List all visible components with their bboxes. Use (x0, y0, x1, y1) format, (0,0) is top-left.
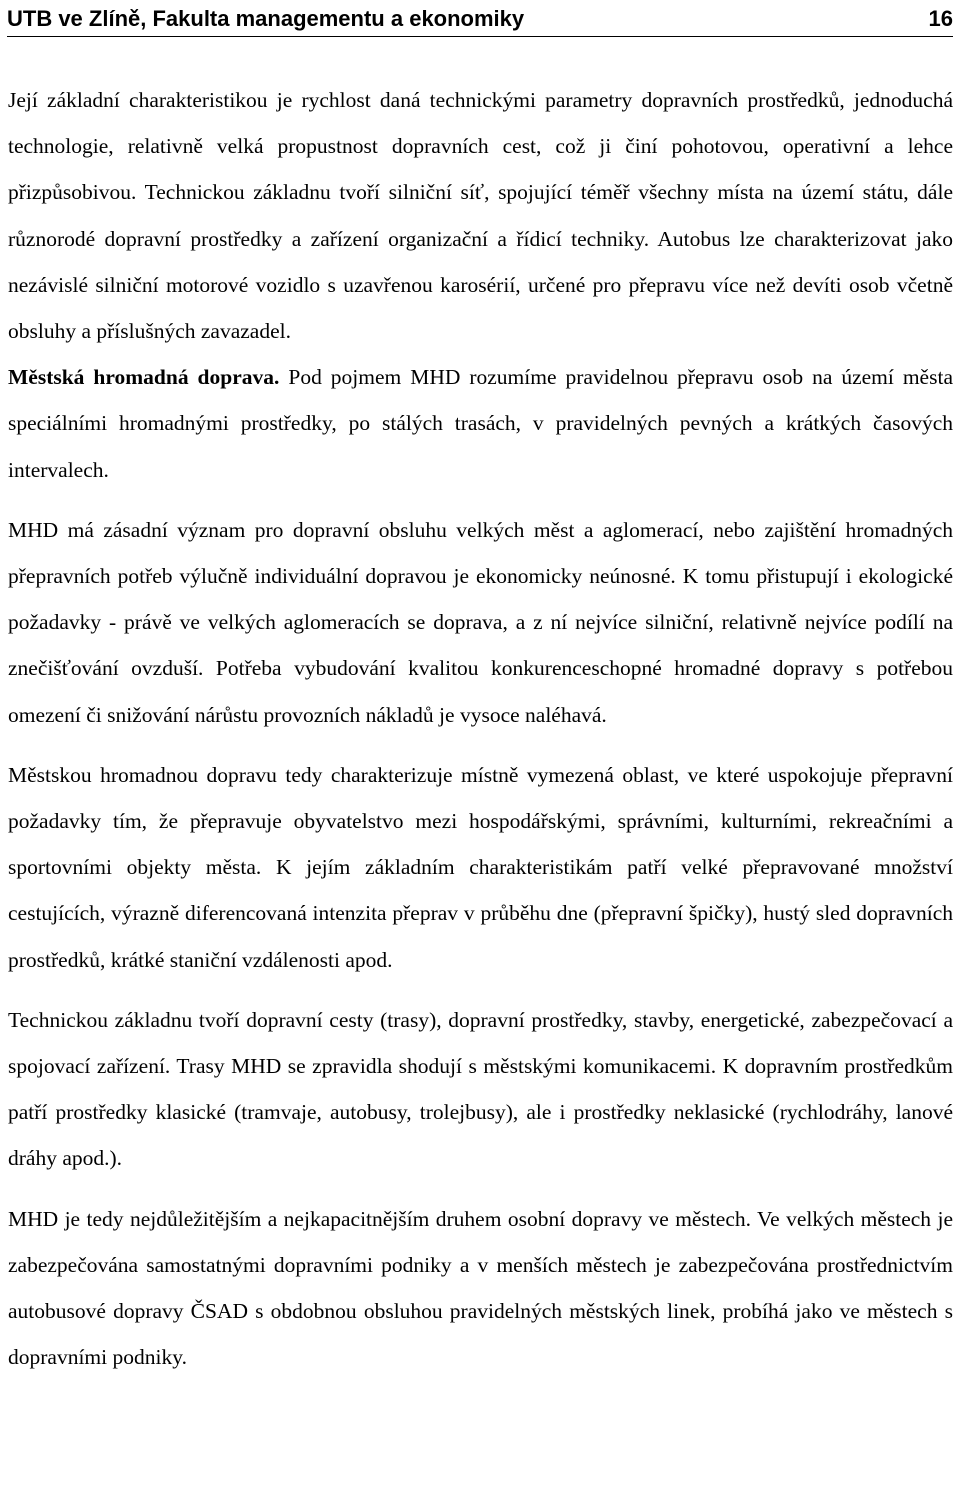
paragraph-4: Městskou hromadnou dopravu tedy charakterizuje místně vymezená oblast, ve které uspokojuje přepravní požadavky tím, že přepravuje obyvatelstvo mezi hospodářskými, správními, kulturními, rekreačními a sportovními objekty města. K jejím základním charakteristikám patří velké přepravované množství cestujících, výrazně diferencovaná intenzita přeprav v průběhu dne (přepravní špičky), hustý sled dopravních prostředků, krátké staniční vzdálenosti apod. (8, 762, 953, 972)
paragraph-2-text: Pod pojmem MHD rozumíme pravidelnou přepravu osob na území města speciálními hromadnými prostředky, po stálých trasách, v pravidelných pevných a krátkých časových intervalech. (8, 365, 953, 482)
header-title: UTB ve Zlíně, Fakulta managementu a ekonomiky (7, 6, 525, 31)
paragraph-5: Technickou základnu tvoří dopravní cesty (trasy), dopravní prostředky, stavby, energetické, zabezpečovací a spojovací zařízení. Trasy MHD se zpravidla shodují s městskými komunikacemi. K dopravním prostředkům patří prostředky klasické (tramvaje, autobusy, trolejbusy), ale i prostředky neklasické (rychlodráhy, lanové dráhy apod.). (8, 1007, 953, 1171)
paragraph-1: Její základní charakteristikou je rychlost daná technickými parametry dopravních prostředků, jednoduchá technologie, relativně velká propustnost dopravních cest, což ji činí pohotovou, operativní a lehce přizpůsobivou. Technickou základnu tvoří silniční síť, spojující téměř všechny místa na území státu, dále různorodé dopravní prostředky a zařízení organizační a řídicí techniky. Autobus lze charakterizovat jako nezávislé silniční motorové vozidlo s uzavřenou karosérií, určené pro přepravu více než devíti osob včetně obsluhy a příslušných zavazadel. (8, 88, 953, 344)
paragraph-6: MHD je tedy nejdůležitějším a nejkapacitnějším druhem osobní dopravy ve městech. Ve velkých městech je zabezpečována samostatnými dopravními podniky a v menších městech je zabezpečována prostřednictvím autobusové dopravy ČSAD s obdobnou obsluhou pravidelných městských linek, probíhá jako ve městech s dopravními podniky. (8, 1206, 953, 1370)
header-divider (7, 36, 953, 37)
page-number: 16 (928, 6, 953, 31)
section-heading: Městská hromadná doprava. (8, 365, 280, 390)
document-body (8, 77, 953, 1380)
page-header (7, 0, 953, 32)
paragraph-2 (8, 354, 953, 493)
paragraph-3: MHD má zásadní význam pro dopravní obsluhu velkých měst a aglomerací, nebo zajištění hromadných přepravních potřeb výlučně individuální dopravou je ekonomicky neúnosné. K tomu přistupují i ekologické požadavky - právě ve velkých aglomeracích se doprava, a z ní nejvíce silniční, relativně nejvíce podílí na znečišťování ovzduší. Potřeba vybudování kvalitou konkurenceschopné hromadné dopravy s potřebou omezení či snižování nárůstu provozních nákladů je vysoce naléhavá. (8, 517, 953, 727)
